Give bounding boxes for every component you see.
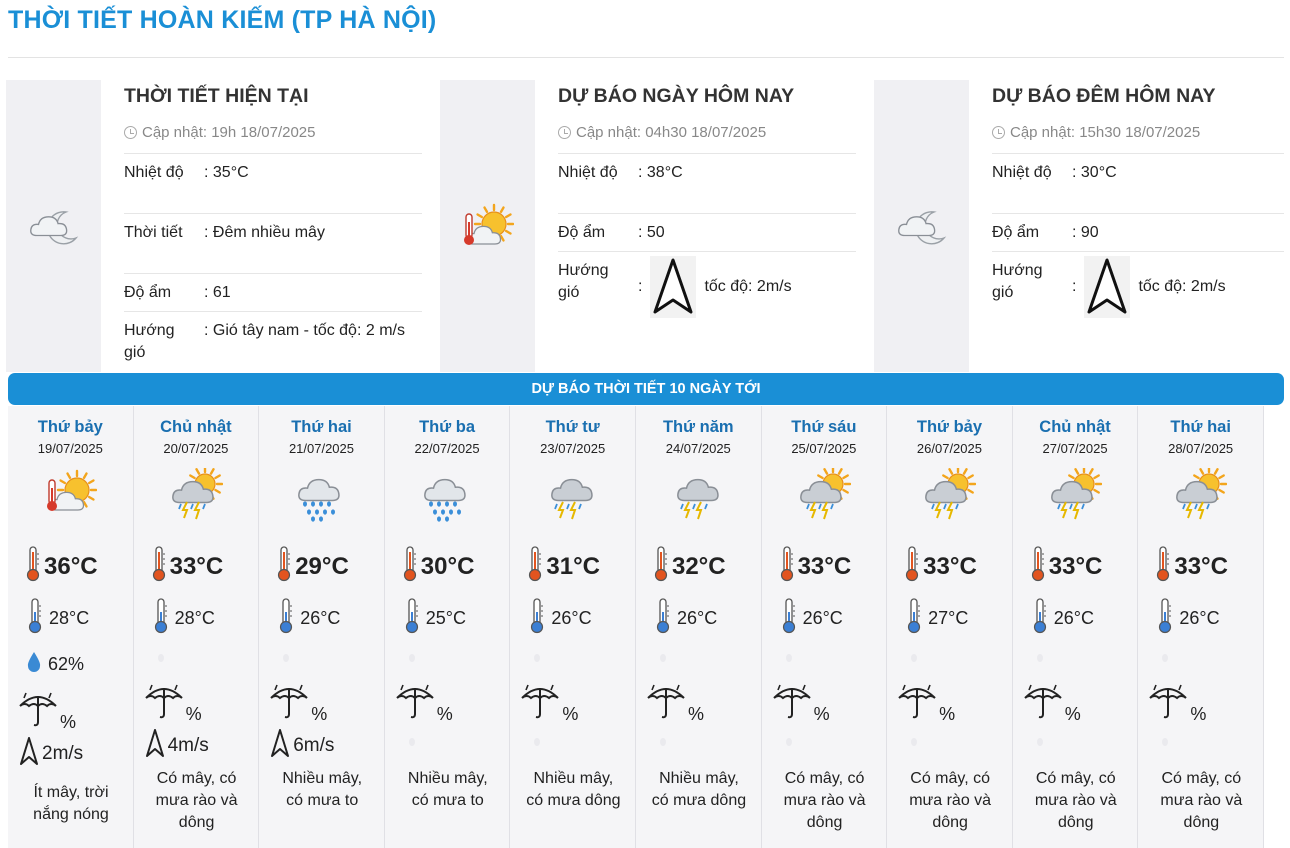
row-value: : Đêm nhiều mây [204, 224, 325, 241]
current-weather-cards [0, 80, 1290, 372]
wind-value: 2m/s [42, 743, 84, 764]
description-line: có mưa dông [526, 792, 621, 809]
row-value: : Gió tây nam - tốc độ: 2 m/s [204, 322, 405, 339]
row-label: Độ ẩm [558, 224, 606, 241]
update-time: Cập nhật: 19h 18/07/2025 [142, 123, 316, 141]
info-row [992, 251, 1284, 322]
max-temp-value: 32°C [671, 552, 726, 580]
forecast-day [510, 406, 636, 848]
max-temp [905, 546, 977, 587]
day-date: 22/07/2025 [414, 441, 480, 456]
umbrella-icon [1023, 682, 1063, 725]
rain-unit: % [939, 704, 956, 724]
thermometer-cold-icon [530, 598, 544, 639]
min-temp [405, 598, 466, 639]
max-temp-value: 33°C [1174, 552, 1228, 580]
card-title: THỜI TIẾT HIỆN TẠI [124, 85, 309, 107]
info-row [558, 213, 856, 251]
info-row [992, 153, 1284, 213]
min-temp [782, 598, 843, 639]
day-name: Thứ ba [419, 418, 476, 436]
min-temp [907, 598, 968, 639]
clock-icon [558, 126, 571, 139]
thunderstorm-cloud-icon [673, 468, 725, 522]
card-icon-panel [6, 80, 101, 372]
thermometer-hot-icon [780, 546, 794, 587]
row-value: : 35°C [204, 164, 249, 181]
max-temp [277, 546, 349, 587]
description-line: Có mây, có [1161, 770, 1242, 787]
description-line: Nhiều mây, [282, 770, 363, 787]
day-name: Thứ sáu [791, 418, 857, 436]
max-temp-value: 36°C [44, 552, 98, 580]
rain-unit: % [60, 712, 77, 732]
humidity-placeholder [283, 654, 289, 662]
description-line: mưa rào và [783, 792, 866, 809]
day-description [1142, 768, 1260, 834]
forecast-day [385, 406, 511, 848]
min-temp [530, 598, 591, 639]
umbrella-icon [897, 682, 937, 725]
max-temp-value: 30°C [420, 552, 475, 580]
thermometer-cold-icon [28, 598, 42, 639]
info-row [124, 153, 422, 213]
card-update [992, 120, 1284, 144]
min-temp-value: 28°C [174, 608, 215, 628]
min-temp-value: 26°C [551, 608, 592, 628]
description-line: có mưa dông [651, 792, 747, 809]
day-description [1017, 768, 1135, 834]
thermometer-hot-icon [654, 546, 668, 587]
info-row [124, 273, 422, 311]
row-value: : 38°C [638, 164, 683, 181]
min-temp [1033, 598, 1094, 639]
day-description [138, 768, 256, 834]
rain-unit: % [687, 704, 704, 724]
wind-placeholder [911, 738, 917, 746]
water-drop-icon [26, 651, 42, 678]
max-temp-value: 31°C [546, 552, 600, 580]
day-name: Thứ bảy [916, 418, 983, 436]
rain-chance [772, 682, 830, 725]
row-label: Nhiệt độ [124, 164, 184, 181]
min-temp-value: 28°C [49, 608, 90, 628]
row-colon: : [638, 278, 643, 295]
wind-arrow-icon [18, 736, 40, 772]
humidity-placeholder [660, 654, 666, 662]
day-name: Chủ nhật [1039, 418, 1111, 436]
rain-chance [18, 690, 76, 733]
thermometer-hot-icon [1156, 546, 1170, 587]
thunderstorm-sun-icon [924, 468, 976, 522]
description-line: mưa rào và [909, 792, 992, 809]
description-line: Có mây, có [1035, 770, 1116, 787]
info-row [992, 213, 1284, 251]
wind-placeholder [409, 738, 415, 746]
weather-card [440, 80, 860, 372]
row-label: Hướng gió [992, 262, 1043, 301]
row-label: Thời tiết [124, 224, 183, 241]
day-description [766, 768, 884, 834]
day-date: 23/07/2025 [540, 441, 606, 456]
day-date: 19/07/2025 [37, 441, 103, 456]
wind-value: 6m/s [293, 735, 335, 756]
rain-chance [144, 682, 202, 725]
forecast-scroll-edge [1264, 406, 1284, 848]
day-description [12, 782, 130, 826]
card-title: DỰ BÁO NGÀY HÔM NAY [558, 85, 795, 107]
thermometer-cold-icon [656, 598, 670, 639]
rain-unit: % [185, 704, 202, 724]
humidity-placeholder [911, 654, 917, 662]
wind-speed: tốc độ: 2m/s [1138, 278, 1226, 295]
wind-arrow-icon [269, 728, 291, 764]
day-name: Thứ hai [1170, 418, 1231, 436]
hot-sun-cloud-icon [462, 202, 514, 256]
max-temp [152, 546, 224, 587]
max-temp [654, 546, 726, 587]
description-line: mưa rào và [155, 792, 238, 809]
day-date: 20/07/2025 [163, 441, 229, 456]
day-description [263, 768, 381, 812]
row-label: Nhiệt độ [992, 164, 1052, 181]
min-temp-value: 25°C [425, 608, 466, 628]
row-label: Hướng gió [558, 262, 609, 301]
description-line: dông [932, 814, 968, 831]
thermometer-cold-icon [782, 598, 796, 639]
humidity-placeholder [1037, 654, 1043, 662]
description-line: Nhiều mây, [659, 770, 739, 787]
description-line: có mưa to [411, 792, 484, 809]
description-line: dông [1057, 814, 1094, 831]
thunderstorm-sun-icon [1050, 468, 1102, 522]
max-temp-value: 29°C [295, 552, 349, 580]
forecast-day [636, 406, 762, 848]
rain-unit: % [1190, 704, 1207, 724]
row-value [1072, 252, 1284, 322]
card-icon-panel [874, 80, 969, 372]
umbrella-icon [144, 682, 184, 725]
row-value: : 30°C [1072, 164, 1117, 181]
min-temp-value: 26°C [802, 608, 843, 628]
max-temp-value: 33°C [797, 552, 852, 580]
day-date: 26/07/2025 [916, 441, 982, 456]
row-value: : 90 [1072, 224, 1099, 241]
humidity-placeholder [409, 654, 415, 662]
max-temp [403, 546, 475, 587]
title-divider [8, 57, 1284, 58]
max-temp [26, 546, 98, 587]
description-line: Có mây, có [784, 770, 865, 787]
humidity-placeholder [158, 654, 164, 662]
thunderstorm-cloud-icon [547, 468, 599, 522]
min-temp-value: 27°C [928, 608, 969, 628]
wind-direction-icon [1084, 256, 1130, 318]
description-line: mưa rào và [1160, 792, 1243, 809]
thunderstorm-sun-icon [171, 468, 223, 522]
info-row [124, 213, 422, 273]
thermometer-hot-icon [26, 546, 40, 587]
forecast-day [134, 406, 260, 848]
min-temp [1158, 598, 1219, 639]
rain-chance [520, 682, 578, 725]
wind-direction-icon [650, 256, 696, 318]
humidity-value: 62% [48, 654, 85, 674]
thunderstorm-sun-icon [1175, 468, 1227, 522]
row-label: Độ ẩm [124, 284, 172, 301]
wind-arrow-icon [144, 728, 166, 764]
update-time: Cập nhật: 04h30 18/07/2025 [576, 123, 767, 141]
day-name: Thứ năm [662, 418, 734, 436]
max-temp [1031, 546, 1103, 587]
forecast-day [887, 406, 1013, 848]
rain-unit: % [311, 704, 328, 724]
info-row [124, 311, 422, 371]
description-line: Nhiều mây, [407, 770, 488, 787]
night-cloud-moon-icon [28, 204, 80, 248]
rain-chance [395, 682, 453, 725]
page-title: THỜI TIẾT HOÀN KIẾM (TP HÀ NỘI) [8, 6, 437, 34]
thermometer-cold-icon [1158, 598, 1172, 639]
min-temp-value: 26°C [300, 608, 341, 628]
max-temp [528, 546, 600, 587]
card-icon-panel [440, 80, 535, 372]
thermometer-hot-icon [277, 546, 291, 587]
description-line: Có mây, có [156, 770, 237, 787]
umbrella-icon [269, 682, 309, 725]
wind-speed: tốc độ: 2m/s [704, 278, 792, 295]
forecast-day [259, 406, 385, 848]
umbrella-icon [520, 682, 560, 725]
forecast-banner: DỰ BÁO THỜI TIẾT 10 NGÀY TỚI [8, 373, 1284, 405]
hot-sun-cloud-icon [45, 468, 97, 522]
min-temp [154, 598, 215, 639]
rain-chance [1023, 682, 1081, 725]
min-temp [656, 598, 717, 639]
umbrella-icon [772, 682, 812, 725]
clock-icon [992, 126, 1005, 139]
row-value: : 50 [638, 224, 665, 241]
thermometer-hot-icon [1031, 546, 1045, 587]
max-temp-value: 33°C [1048, 552, 1103, 580]
thermometer-hot-icon [528, 546, 542, 587]
rain-chance [269, 682, 327, 725]
umbrella-icon [18, 690, 58, 733]
day-description [891, 768, 1009, 834]
min-temp-value: 26°C [1179, 608, 1220, 628]
thermometer-cold-icon [907, 598, 921, 639]
thermometer-cold-icon [405, 598, 419, 639]
min-temp-value: 26°C [676, 608, 718, 628]
day-name: Thứ bảy [37, 418, 103, 436]
rain-chance [646, 682, 704, 725]
info-row [558, 153, 856, 213]
card-title: DỰ BÁO ĐÊM HÔM NAY [992, 85, 1216, 107]
thermometer-hot-icon [905, 546, 919, 587]
rain-unit: % [562, 704, 579, 724]
card-update [558, 120, 856, 144]
rain-chance [1148, 682, 1206, 725]
max-temp-value: 33°C [169, 552, 224, 580]
day-date: 24/07/2025 [665, 441, 731, 456]
heavy-rain-cloud-icon [296, 468, 348, 522]
wind-value: 4m/s [167, 735, 209, 756]
update-time: Cập nhật: 15h30 18/07/2025 [1010, 123, 1201, 141]
min-temp [28, 598, 89, 639]
wind-placeholder [786, 738, 792, 746]
card-update [124, 120, 422, 144]
min-temp-value: 26°C [1053, 608, 1094, 628]
row-value [638, 252, 856, 322]
max-temp [1156, 546, 1228, 587]
humidity [26, 651, 84, 678]
clock-icon [124, 126, 137, 139]
wind-placeholder [660, 738, 666, 746]
thermometer-cold-icon [279, 598, 293, 639]
thermometer-cold-icon [154, 598, 168, 639]
min-temp [279, 598, 340, 639]
description-line: Nhiều mây, [533, 770, 614, 787]
rain-unit: % [436, 704, 453, 724]
day-name: Thứ tư [545, 418, 600, 436]
description-line: dông [806, 814, 843, 831]
wind-placeholder [534, 738, 540, 746]
rain-chance [897, 682, 955, 725]
info-row [558, 251, 856, 322]
humidity-placeholder [786, 654, 792, 662]
day-date: 21/07/2025 [288, 441, 355, 456]
rain-unit: % [1064, 704, 1081, 724]
row-colon: : [1072, 278, 1077, 295]
day-date: 28/07/2025 [1168, 441, 1234, 456]
umbrella-icon [646, 682, 686, 725]
day-name: Chủ nhật [160, 418, 232, 436]
forecast-day [8, 406, 134, 848]
day-name: Thứ hai [291, 418, 352, 436]
thermometer-cold-icon [1033, 598, 1047, 639]
weather-card [6, 80, 426, 372]
forecast-day [1013, 406, 1139, 848]
description-line: dông [1183, 814, 1220, 831]
wind-placeholder [1162, 738, 1168, 746]
weather-card [874, 80, 1284, 372]
day-date: 25/07/2025 [791, 441, 857, 456]
wind [144, 728, 209, 764]
forecast-day [1138, 406, 1264, 848]
row-value: : 61 [204, 284, 231, 301]
umbrella-icon [395, 682, 435, 725]
wind [18, 736, 83, 772]
forecast-day [762, 406, 888, 848]
day-date: 27/07/2025 [1042, 441, 1108, 456]
day-description [389, 768, 507, 812]
thunderstorm-sun-icon [799, 468, 851, 522]
row-label: Hướng gió [124, 322, 175, 361]
max-temp-value: 33°C [923, 552, 977, 580]
day-description [640, 768, 758, 812]
wind [269, 728, 334, 764]
humidity-placeholder [534, 654, 540, 662]
rain-unit: % [813, 704, 830, 724]
row-label: Độ ẩm [992, 224, 1040, 241]
row-label: Nhiệt độ [558, 164, 618, 181]
night-cloud-moon-icon [896, 204, 948, 248]
umbrella-icon [1148, 682, 1188, 725]
wind-placeholder [1037, 738, 1043, 746]
description-line: mưa rào và [1034, 792, 1117, 809]
thermometer-hot-icon [403, 546, 417, 587]
description-line: có mưa to [286, 792, 359, 809]
max-temp [780, 546, 852, 587]
description-line: nắng nóng [33, 806, 109, 823]
heavy-rain-cloud-icon [422, 468, 474, 522]
day-description [514, 768, 632, 812]
ten-day-forecast [8, 406, 1264, 848]
description-line: Có mây, có [910, 770, 991, 787]
thermometer-hot-icon [152, 546, 166, 587]
humidity-placeholder [1162, 654, 1168, 662]
description-line: dông [178, 814, 215, 831]
description-line: Ít mây, trời [33, 784, 109, 801]
